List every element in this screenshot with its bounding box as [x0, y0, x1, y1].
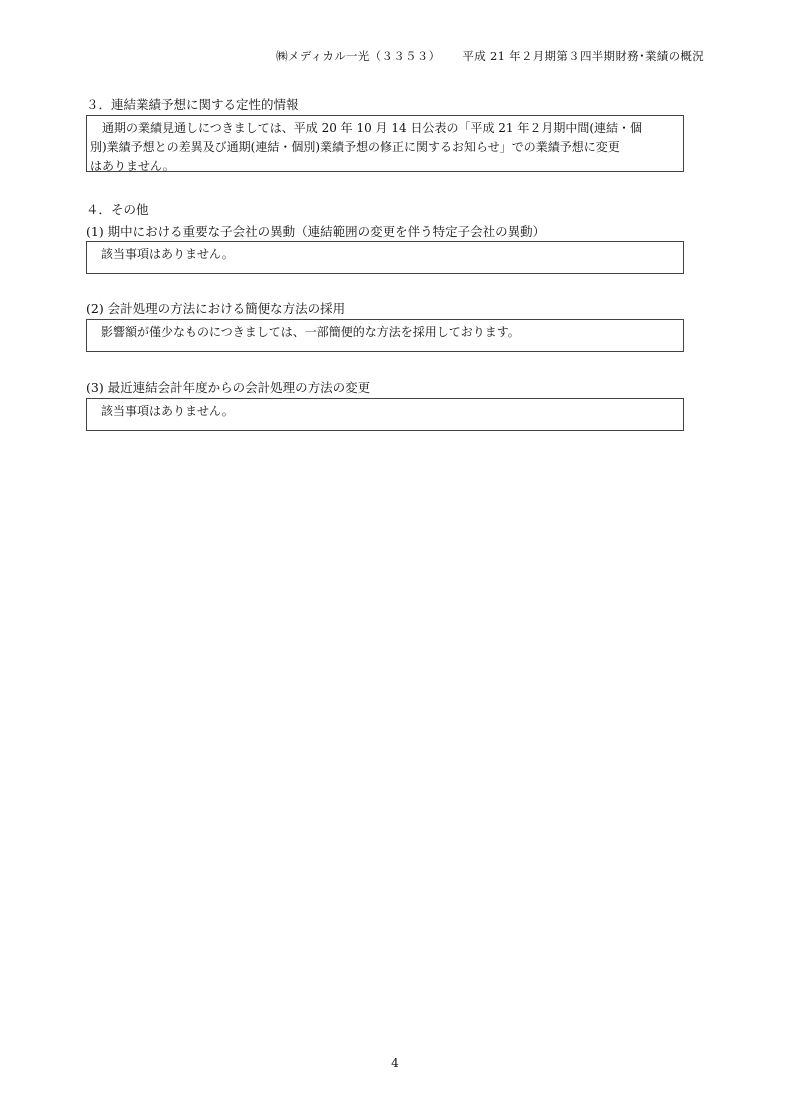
item-3-heading: (3) 最近連結会計年度からの会計処理の方法の変更	[86, 380, 371, 395]
item-1-box	[86, 241, 684, 274]
section-3-line-3: はありません。	[90, 159, 175, 173]
item-2-box	[86, 319, 684, 352]
section-3-box	[86, 115, 684, 172]
page-number: 4	[391, 1056, 399, 1070]
item-1-body: 該当事項はありません。	[101, 247, 234, 261]
item-3-box	[86, 398, 684, 431]
report-title: 平成 21 年２月期第３四半期財務･業績の概況	[462, 49, 704, 63]
section-3-heading: ３．連結業績予想に関する定性的情報	[86, 97, 299, 112]
item-2-body: 影響額が僅少なものにつきましては、一部簡便的な方法を採用しております。	[101, 325, 520, 339]
page-header	[276, 48, 704, 64]
company-name: ㈱メディカル一光（３３５３）	[276, 49, 441, 63]
section-3-line-1: 通期の業績見通しにつきましては、平成 20 年 10 月 14 日公表の「平成 21 年２月期中間(連結・個	[90, 121, 643, 135]
section-4-heading: ４．その他	[86, 202, 149, 217]
item-1-heading: (1) 期中における重要な子会社の異動（連結範囲の変更を伴う特定子会社の異動）	[86, 224, 546, 239]
section-3-body	[87, 116, 683, 177]
section-3-line-2: 別)業績予想との差異及び通期(連結・個別)業績予想の修正に関するお知らせ」での業績予想に変更	[90, 140, 620, 154]
item-2-heading: (2) 会計処理の方法における簡便な方法の採用	[86, 301, 346, 316]
item-3-body: 該当事項はありません。	[101, 404, 234, 418]
